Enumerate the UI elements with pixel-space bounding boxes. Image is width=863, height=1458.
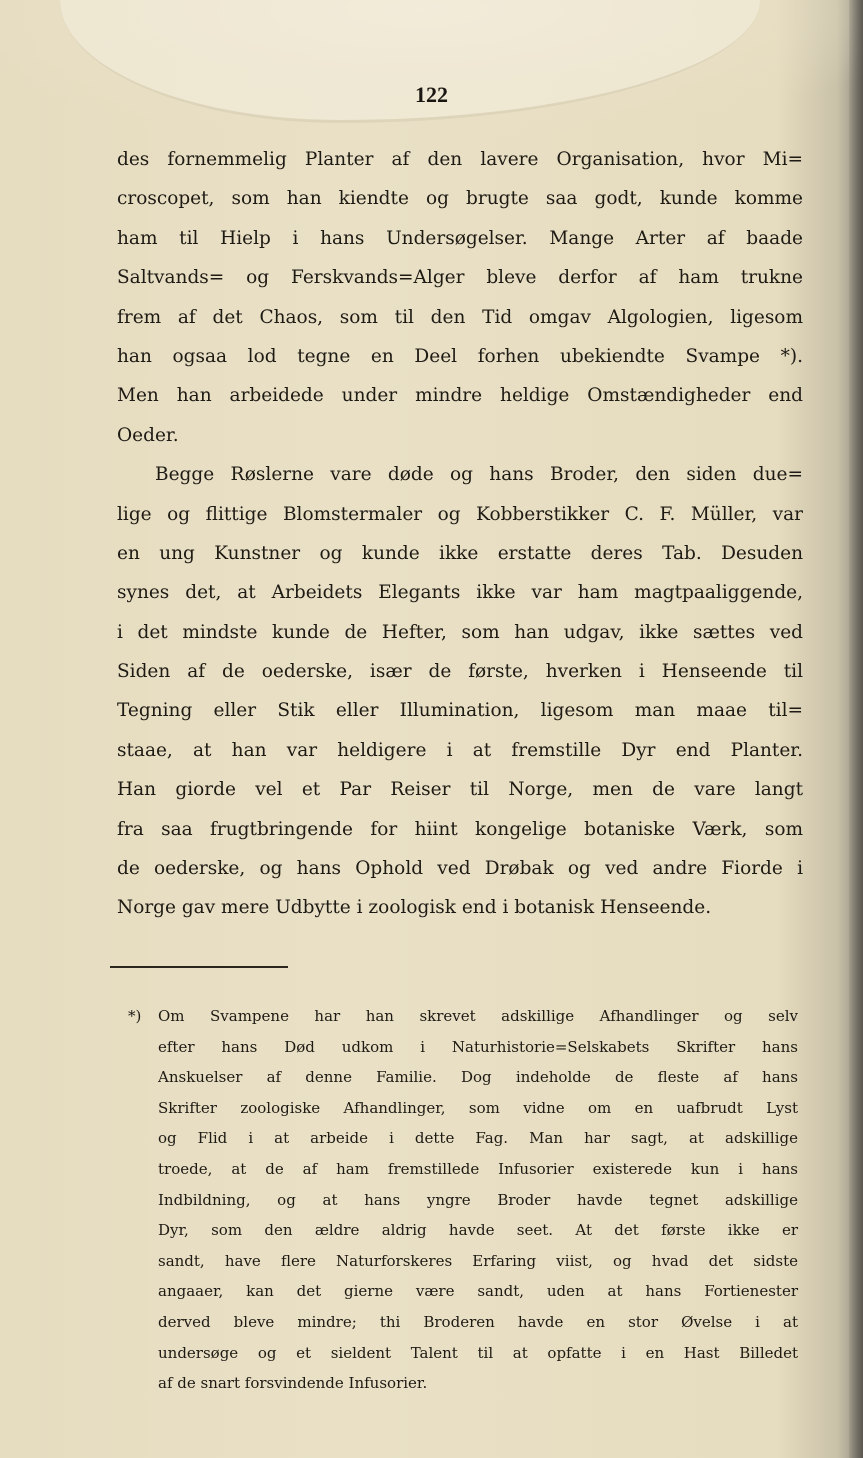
footnote-line: Skrifter zoologiske Afhandlinger, som vidne om en uafbrudt Lyst xyxy=(158,1098,798,1117)
text-line: en ung Kunstner og kunde ikke erstatte deres Tab. Desuden xyxy=(117,542,803,564)
footnote-line: Dyr, som den ældre aldrig havde seet. At det første ikke er xyxy=(158,1221,798,1240)
text-line: croscopet, som han kiendte og brugte saa godt, kunde komme xyxy=(117,188,803,210)
text-line: Siden af de oederske, især de første, hverken i Henseende til xyxy=(117,661,803,683)
footnote-line: Indbildning, og at hans yngre Broder havde tegnet adskillige xyxy=(158,1190,798,1209)
footnote-block xyxy=(158,1001,798,1399)
footnote-line: Anskuelser af denne Familie. Dog indeholde de fleste af hans xyxy=(158,1068,798,1087)
footnote-marker: *) xyxy=(128,1007,142,1025)
page-number: 122 xyxy=(415,82,448,107)
page-edge-shadow xyxy=(849,0,863,1458)
text-line: lige og flittige Blomstermaler og Kobberstikker C. F. Müller, var xyxy=(117,503,803,525)
text-line: Norge gav mere Udbytte i zoologisk end i botanisk Henseende. xyxy=(117,897,712,919)
text-line: Oeder. xyxy=(117,424,179,446)
text-line: Men han arbeidede under mindre heldige Omstændigheder end xyxy=(117,385,803,407)
footnote-separator xyxy=(110,966,288,968)
text-line: han ogsaa lod tegne en Deel forhen ubekiendte Svampe *). xyxy=(117,345,803,367)
text-line: Saltvands= og Ferskvands=Alger bleve derfor af ham trukne xyxy=(117,267,803,289)
footnote-line: derved bleve mindre; thi Broderen havde en stor Øvelse i at xyxy=(158,1312,798,1331)
footnote-line: angaaer, kan det gierne være sandt, uden at hans Fortienester xyxy=(158,1282,798,1301)
footnote-line: af de snart forsvindende Infusorier. xyxy=(158,1374,428,1393)
text-line: Tegning eller Stik eller Illumination, ligesom man maae til= xyxy=(117,700,803,722)
footnote-line: sandt, have flere Naturforskeres Erfaring viist, og hvad det sidste xyxy=(158,1251,798,1270)
footnote-line: undersøge og et sieldent Talent til at opfatte i en Hast Billedet xyxy=(158,1343,798,1362)
paragraph-start-line: Begge Røslerne vare døde og hans Broder, den siden due= xyxy=(155,464,803,486)
text-line: Han giorde vel et Par Reiser til Norge, men de vare langt xyxy=(117,779,803,801)
text-line: staae, at han var heldigere i at fremstille Dyr end Planter. xyxy=(117,739,803,761)
text-line: de oederske, og hans Ophold ved Drøbak og ved andre Fiorde i xyxy=(117,858,803,880)
text-line: frem af det Chaos, som til den Tid omgav Algologien, ligesom xyxy=(117,306,803,328)
text-line: i det mindste kunde de Hefter, som han udgav, ikke sættes ved xyxy=(117,621,803,643)
footnote-line: og Flid i at arbeide i dette Fag. Man har sagt, at adskillige xyxy=(158,1129,798,1148)
footnote-line: efter hans Død udkom i Naturhistorie=Selskabets Skrifter hans xyxy=(158,1037,798,1056)
text-line: des fornemmelig Planter af den lavere Organisation, hvor Mi= xyxy=(117,149,803,170)
footnote-line: troede, at de af ham fremstillede Infusorier existerede kun i hans xyxy=(158,1159,798,1178)
text-line: fra saa frugtbringende for hiint kongelige botaniske Værk, som xyxy=(117,818,803,840)
footnote-line: Om Svampene har han skrevet adskillige Afhandlinger og selv xyxy=(158,1007,798,1025)
main-text-block xyxy=(117,140,803,928)
text-line: ham til Hielp i hans Undersøgelser. Mange Arter af baade xyxy=(117,227,803,249)
text-line: synes det, at Arbeidets Elegants ikke var ham magtpaaliggende, xyxy=(117,582,803,604)
